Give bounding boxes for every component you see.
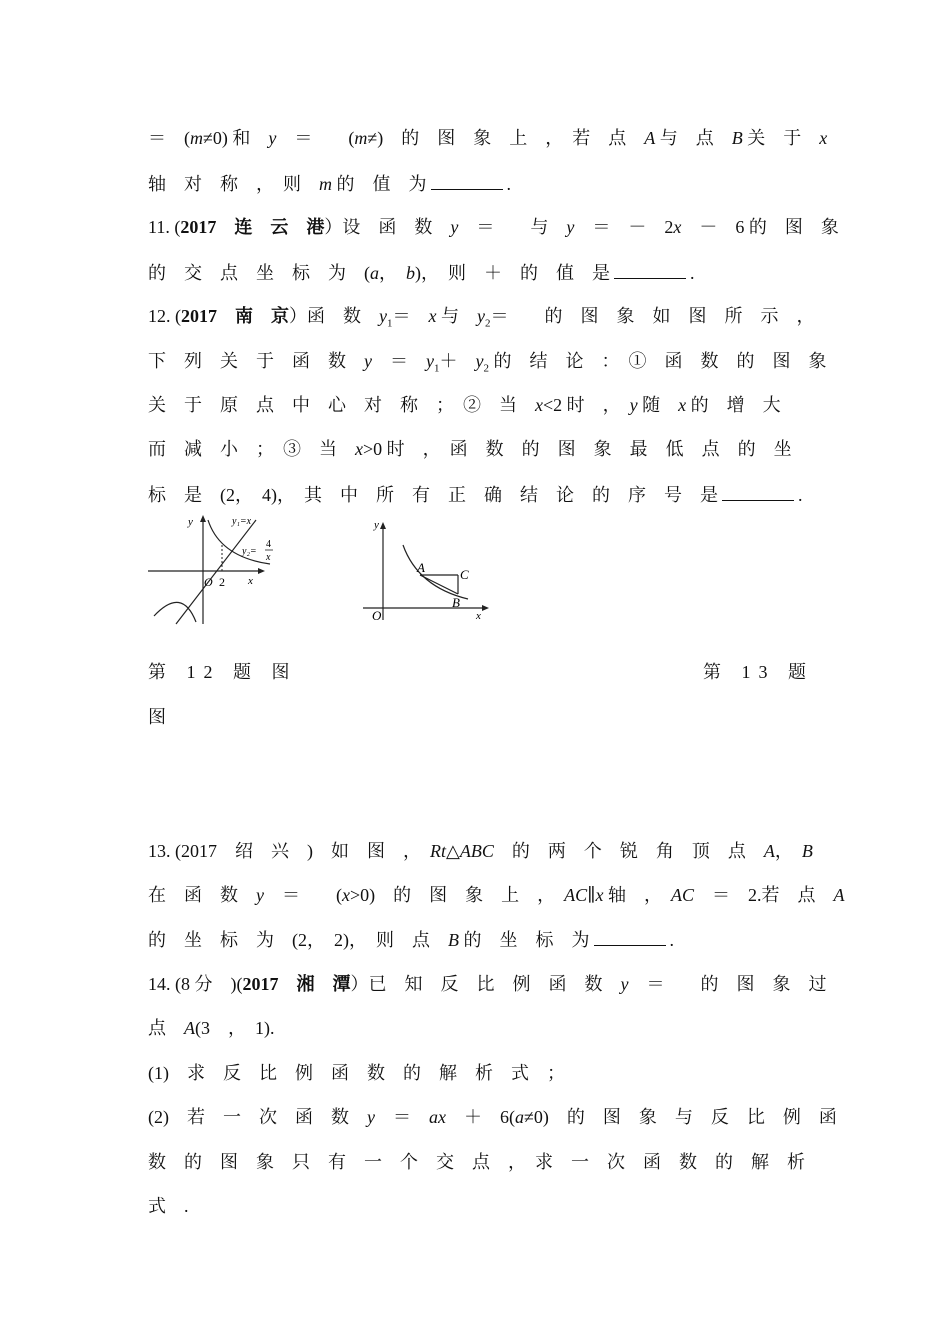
point-C-label: C — [460, 567, 469, 582]
problem-10-line-2: 轴 对 称 ， 则 m 的 值 为 . — [148, 171, 808, 196]
point-A-label: A — [417, 560, 425, 575]
answer-blank[interactable] — [431, 171, 503, 190]
problem-13-line-1: 13. (2017 绍 兴 ) 如 图 ， Rt△ABC 的 两 个 锐 角 顶 点 A， B — [148, 841, 813, 861]
problem-14-part-2-line-1: (2) 若 一 次 函 数 y ＝ ax ＋ 6(a≠0) 的 图 象 与 反 比 例 函 — [148, 1107, 837, 1127]
x-axis-label: x — [476, 610, 481, 622]
point-B-label: B — [452, 595, 460, 610]
y-axis-arrow — [380, 522, 386, 529]
problem-14-part-2-line-3: 式 . — [148, 1196, 189, 1216]
problem-12-line-4: 而 减 小 ； ③ 当 x>0 时 ， 函 数 的 图 象 最 低 点 的 坐 — [148, 439, 792, 459]
problem-14-part-2-line-2: 数 的 图 象 只 有 一 个 交 点 ， 求 一 次 函 数 的 解 析 — [148, 1152, 805, 1172]
figure-12 — [148, 512, 283, 628]
problem-14-line-1: 14. (8 分 )(2017 湘 潭）已 知 反 比 例 函 数 y ＝ 的 图 象 过 — [148, 974, 827, 994]
figure-12-caption: 第 12 题 图 — [148, 662, 298, 682]
figure-13-caption: 第 13 题 — [703, 662, 814, 682]
x-axis-arrow — [258, 568, 265, 574]
y-axis-label: y — [188, 516, 193, 528]
problem-12-line-1: 12. (2017 南 京）函 数 $y_1=$ x 与 $y_2=$ 的 图 象 如 图 所 示 ， — [148, 306, 815, 330]
y-axis-label: y — [374, 519, 379, 531]
problem-14-part-1: (1) 求 反 比 例 函 数 的 解 析 式 ； — [148, 1063, 565, 1083]
answer-blank[interactable] — [722, 482, 794, 501]
problem-12-line-3: 关 于 原 点 中 心 对 称 ； ② 当 x<2 时 ， y 随 x 的 增 大 — [148, 395, 781, 415]
fraction-numerator: 4 — [266, 539, 271, 550]
figure-13 — [360, 515, 492, 625]
answer-blank[interactable] — [594, 927, 666, 946]
fraction-denominator: x — [266, 552, 271, 563]
x-axis-arrow — [482, 605, 489, 611]
y-axis-arrow — [200, 515, 206, 522]
problem-13-line-2: 在 函 数 y ＝ (x>0) 的 图 象 上 ， AC∥x 轴 ， AC ＝ 2.若 点 A — [148, 885, 845, 905]
problem-10-line-1: ＝ (m≠0) 和 y ＝ (m≠) 的 图 象 上 ， 若 点 A 与 点 B 关 于 x — [148, 128, 828, 148]
problem-12-line-2: 下 列 关 于 函 数 y ＝ $y_1+$ $y_2$ 的 结 论 ： ① 函 数 的 图 象 — [148, 351, 827, 375]
answer-blank[interactable] — [614, 260, 686, 279]
figure-13-caption-wrap: 图 — [148, 707, 174, 727]
origin-label: O — [372, 608, 382, 623]
problem-12-line-5: 标 是 (2， 4)， 其 中 所 有 正 确 结 论 的 序 号 是 . — [148, 482, 808, 507]
tick-label: 2 — [219, 575, 225, 589]
problem-13-line-3: 的 坐 标 为 (2， 2)， 则 点 B 的 坐 标 为 . — [148, 927, 808, 952]
y2-label: y₂= — [242, 546, 257, 557]
y1-label: y₁=x — [232, 516, 252, 527]
problem-11-line-1: 11. (2017 连 云 港）设 函 数 y ＝ 与 y ＝ － 2x － 6 的 图 象 — [148, 217, 839, 237]
segment-AB — [420, 575, 458, 594]
problem-14-line-2: 点 A(3 ， 1). — [148, 1018, 275, 1038]
problem-11-line-2: 的 交 点 坐 标 为 (a， b)， 则 ＋ 的 值 是 . — [148, 260, 808, 285]
x-axis-label: x — [248, 575, 253, 587]
origin-label: O — [204, 575, 213, 589]
